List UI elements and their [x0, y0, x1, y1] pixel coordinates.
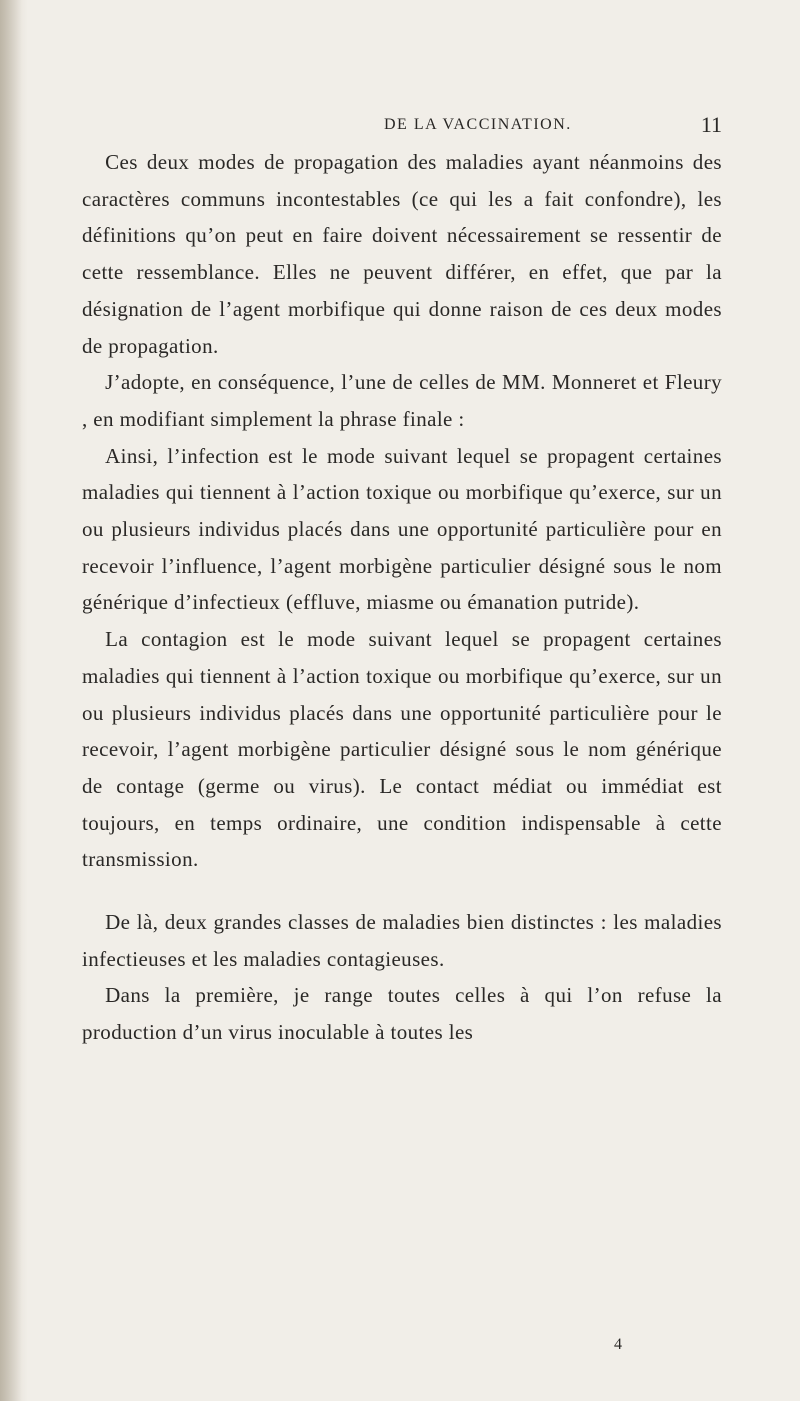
paragraph: Dans la première, je range toutes celles à qui l’on refuse la production d’un virus inoculable à toutes les [82, 983, 722, 1045]
paragraph: Ainsi, l’infection est le mode suivant lequel se propagent certaines maladies qui tiennent à l’action toxique ou morbifique qu’exerce, sur un ou plusieurs individus placés dans une opportunité particulière pour en recevoir l’influence, l’agent morbigène particulier désigné sous le nom générique d’infectieux (effluve, miasme ou émanation putride). [82, 443, 722, 615]
paragraph: Ces deux modes de propagation des maladies ayant néanmoins des caractères communs incontestables (ce qui les a fait confondre), les définitions qu’on peut en faire doivent nécessairement se ressentir de cette ressemblance. Elles ne peuvent différer, en effet, que par la désignation de l’agent morbifique qui donne raison de ces deux modes de propagation. [82, 150, 722, 358]
page-gutter-shadow [0, 0, 22, 1401]
running-title: DE LA VACCINATION. [384, 116, 572, 133]
signature-mark: 4 [614, 1336, 622, 1353]
paragraph: De là, deux grandes classes de maladies bien distinctes : les maladies infectieuses et les maladies contagieuses. [82, 910, 722, 971]
page-number: 11 [700, 112, 722, 137]
paragraph: La contagion est le mode suivant lequel se propagent certaines maladies qui tiennent à l’action toxique ou morbifique qu’exerce, sur un ou plusieurs individus placés dans une opportunité particulière pour le recevoir, l’agent morbigène particulier désigné sous le nom générique de contage (germe ou virus). Le contact médiat ou immédiat est toujours, en temps ordinaire, une condition indispensable à cette transmission. [82, 627, 722, 872]
running-head [82, 112, 722, 140]
body-text [82, 144, 722, 1051]
paragraph: J’adopte, en conséquence, l’une de celles de MM. Monneret et Fleury , en modifiant simplement la phrase finale : [82, 370, 722, 431]
